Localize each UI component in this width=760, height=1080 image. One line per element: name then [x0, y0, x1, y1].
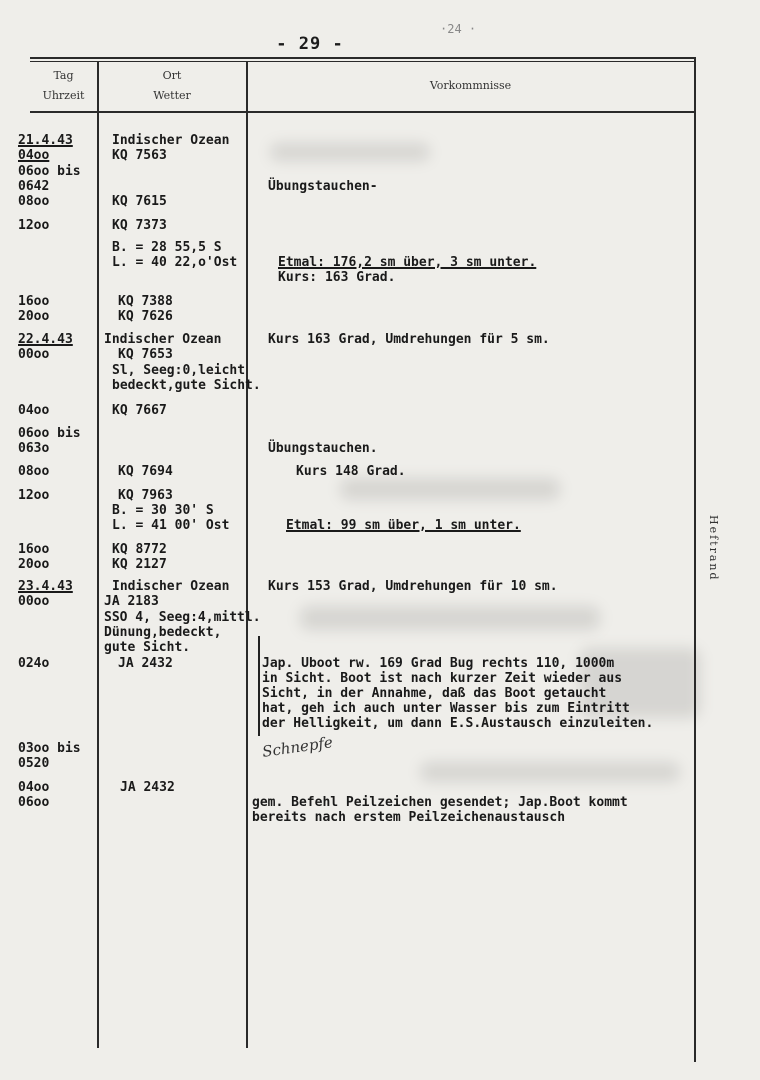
header-tag-uhrzeit: [30, 66, 97, 106]
entry-place: KQ 7626: [118, 309, 173, 324]
header-ort: Ort: [162, 69, 182, 82]
column-divider-2: [246, 61, 248, 1048]
entry-time: 20oo: [18, 309, 50, 324]
entry-time: 16oo: [18, 542, 50, 557]
entry-place: SSO 4, Seeg:4,mittl.: [104, 610, 261, 625]
entry-event: in Sicht. Boot ist nach kurzer Zeit wieder aus: [262, 671, 623, 686]
entry-time: 23.4.43: [18, 579, 73, 594]
entry-time: 08oo: [18, 464, 50, 479]
entry-time: 06oo: [18, 795, 50, 810]
entry-time: 04oo: [18, 148, 50, 163]
entry-time: 03oo bis: [18, 741, 81, 756]
scan-smudge: [420, 762, 680, 782]
entry-event: Etmal: 99 sm über, 1 sm unter.: [286, 518, 521, 533]
entry-place: Dünung,bedeckt,: [104, 625, 222, 640]
entry-time: 06oo bis: [18, 426, 81, 441]
right-border: [694, 57, 696, 1062]
entry-place: KQ 8772: [112, 542, 167, 557]
entry-event: Übungstauchen-: [268, 179, 378, 194]
entry-place: KQ 7388: [118, 294, 173, 309]
entry-event: der Helligkeit, um dann E.S.Austausch einzuleiten.: [262, 716, 654, 731]
table-top-rule-2: [30, 61, 695, 62]
entry-place: Indischer Ozean: [112, 133, 230, 148]
entry-place: B. = 28 55,5 S: [112, 240, 222, 255]
scan-smudge: [300, 606, 600, 630]
entry-place: KQ 7615: [112, 194, 167, 209]
entry-place: B. = 30 30' S: [112, 503, 214, 518]
entry-place: KQ 2127: [112, 557, 167, 572]
header-tag: Tag: [53, 69, 74, 82]
entry-time: 0642: [18, 179, 50, 194]
entry-place: JA 2183: [104, 594, 159, 609]
entry-place: L. = 41 00' Ost: [112, 518, 230, 533]
header-ort-wetter: [98, 66, 246, 106]
entry-time: 04oo: [18, 403, 50, 418]
header-wetter: Wetter: [153, 89, 191, 102]
entry-place: JA 2432: [120, 780, 175, 795]
entry-time: 08oo: [18, 194, 50, 209]
entry-time: 00oo: [18, 594, 50, 609]
entry-event: Kurs 148 Grad.: [296, 464, 406, 479]
entry-event: Jap. Uboot rw. 169 Grad Bug rechts 110, 1000m: [262, 656, 615, 671]
entry-place: JA 2432: [118, 656, 173, 671]
entry-event: Sicht, in der Annahme, daß das Boot getaucht: [262, 686, 607, 701]
entry-place: KQ 7563: [112, 148, 167, 163]
entry-event: gem. Befehl Peilzeichen gesendet; Jap.Boot kommt: [252, 795, 628, 810]
entry-time: 16oo: [18, 294, 50, 309]
table-top-rule: [30, 57, 695, 59]
scan-smudge: [340, 478, 560, 500]
entry-time: 00oo: [18, 347, 50, 362]
entry-time: 063o: [18, 441, 50, 456]
scan-smudge: [270, 143, 430, 161]
entry-event: Kurs 153 Grad, Umdrehungen für 10 sm.: [268, 579, 558, 594]
entry-place: Indischer Ozean: [104, 332, 222, 347]
entry-event: bereits nach erstem Peilzeichenaustausch: [252, 810, 566, 825]
entry-time: 22.4.43: [18, 332, 73, 347]
entry-bracket: [258, 636, 260, 736]
handwritten-signature: Schnepfe: [261, 733, 334, 761]
entry-place: KQ 7694: [118, 464, 173, 479]
entry-time: 0520: [18, 756, 50, 771]
entry-place: L. = 40 22,o'Ost: [112, 255, 238, 270]
entry-time: 20oo: [18, 557, 50, 572]
entry-event: hat, geh ich auch unter Wasser bis zum Eintritt: [262, 701, 630, 716]
page-number: - 29 -: [276, 34, 344, 54]
entry-event: Kurs 163 Grad, Umdrehungen für 5 sm.: [268, 332, 550, 347]
entry-time: 06oo bis: [18, 164, 81, 179]
entry-place: KQ 7373: [112, 218, 167, 233]
entry-place: Sl, Seeg:0,leicht: [112, 363, 246, 378]
entry-event: Übungstauchen.: [268, 441, 378, 456]
column-divider-1: [97, 61, 99, 1048]
entry-place: Indischer Ozean: [112, 579, 230, 594]
entry-place: KQ 7653: [118, 347, 173, 362]
header-vorkommnisse: Vorkommnisse: [429, 79, 512, 92]
table-header-rule: [30, 111, 695, 113]
entry-event: Kurs: 163 Grad.: [278, 270, 396, 285]
margin-note: Heftrand: [707, 515, 720, 582]
entry-time: 12oo: [18, 218, 50, 233]
entry-event: Etmal: 176,2 sm über, 3 sm unter.: [278, 255, 537, 270]
entry-time: 04oo: [18, 780, 50, 795]
top-mark: ·24 ·: [440, 22, 477, 36]
entry-place: gute Sicht.: [104, 640, 191, 655]
entry-time: 024o: [18, 656, 50, 671]
entry-time: 12oo: [18, 488, 50, 503]
entry-place: KQ 7963: [118, 488, 173, 503]
entry-place: KQ 7667: [112, 403, 167, 418]
entry-place: bedeckt,gute Sicht.: [112, 378, 261, 393]
header-uhrzeit: Uhrzeit: [42, 89, 85, 102]
entry-time: 21.4.43: [18, 133, 73, 148]
